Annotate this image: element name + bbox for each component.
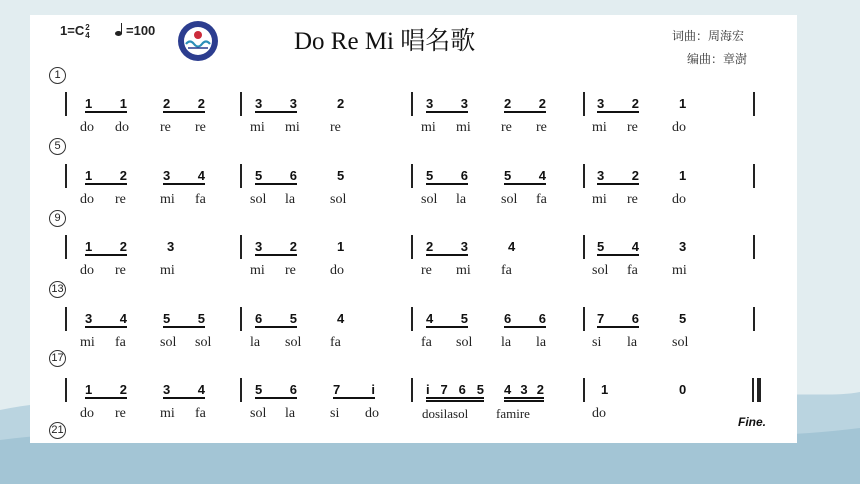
jianpu-note: 6 (460, 168, 468, 183)
note-group (504, 164, 546, 190)
solfege-syllable: la (285, 192, 296, 207)
jianpu-note: 5 (163, 311, 171, 326)
beam (597, 326, 639, 328)
jianpu-note: 4 (426, 311, 434, 326)
solfege-syllable: re (421, 263, 432, 278)
solfege-syllable: dosilasol (422, 406, 469, 421)
note-group (255, 235, 297, 261)
time-signature: 2 4 (85, 22, 90, 40)
key-signature: 1=C2 4 (60, 22, 90, 40)
barline (411, 235, 413, 259)
jianpu-note: 3 (255, 96, 263, 111)
score-row (30, 92, 797, 140)
barline (65, 235, 67, 259)
jianpu-note: 1 (85, 239, 93, 254)
note-group (504, 307, 546, 333)
beam (597, 254, 639, 256)
beam (85, 183, 127, 185)
beam (255, 254, 297, 256)
jianpu-note: 1 (119, 96, 127, 111)
barline (65, 307, 67, 331)
solfege-syllable: si (330, 406, 340, 421)
jianpu-note: 3 (520, 382, 528, 397)
beam (163, 111, 205, 113)
barline (65, 164, 67, 188)
solfege-syllable: mi (160, 263, 175, 278)
note-group (85, 92, 127, 118)
jianpu-note: 2 (163, 96, 171, 111)
solfege-syllable: si (592, 335, 602, 350)
jianpu-note: 1 (679, 96, 687, 111)
note-group (85, 307, 127, 333)
beam (333, 397, 375, 399)
beam (255, 326, 297, 328)
beam (504, 326, 546, 328)
note-group (597, 235, 639, 261)
solfege-syllable: do (672, 120, 686, 135)
note-group (163, 307, 205, 333)
solfege-syllable: re (501, 120, 512, 135)
jianpu-note: 3 (289, 96, 297, 111)
solfege-syllable: mi (250, 120, 265, 135)
solfege-syllable: fa (195, 192, 206, 207)
solfege-syllable: la (250, 335, 261, 350)
jianpu-note: 6 (289, 168, 297, 183)
jianpu-note: 2 (504, 96, 512, 111)
jianpu-note: 6 (631, 311, 639, 326)
barline (411, 164, 413, 188)
beam (504, 183, 546, 185)
jianpu-note: 5 (476, 382, 484, 397)
jianpu-note: 4 (197, 168, 205, 183)
note-group (426, 307, 468, 333)
jianpu-note: 5 (255, 382, 263, 397)
jianpu-note: 1 (337, 239, 345, 254)
solfege-syllable: re (195, 120, 206, 135)
beam (85, 326, 127, 328)
jianpu-note: 6 (255, 311, 263, 326)
note-group (426, 92, 468, 118)
note-group (163, 92, 205, 118)
jianpu-note: 5 (460, 311, 468, 326)
jianpu-note: 2 (119, 168, 127, 183)
measure-number: 13 (49, 281, 66, 298)
barline (583, 92, 585, 116)
jianpu-note: 5 (679, 311, 687, 326)
barline (411, 92, 413, 116)
solfege-syllable: fa (115, 335, 126, 350)
solfege-syllable: re (330, 120, 341, 135)
note-group (597, 164, 639, 190)
jianpu-note: 1 (85, 382, 93, 397)
jianpu-note: 4 (337, 311, 345, 326)
jianpu-note: 5 (426, 168, 434, 183)
jianpu-note: 4 (538, 168, 546, 183)
beam (426, 254, 468, 256)
solfege-syllable: re (115, 406, 126, 421)
solfege-syllable: sol (501, 192, 518, 207)
beam (255, 111, 297, 113)
beam (163, 183, 205, 185)
score-row (30, 378, 797, 426)
solfege-syllable: fa (421, 335, 432, 350)
jianpu-note: 4 (197, 382, 205, 397)
note-group (504, 92, 546, 118)
solfege-syllable: la (456, 192, 467, 207)
final-barline (757, 378, 761, 402)
tempo-marking: =100 (115, 23, 155, 38)
jianpu-note: 3 (460, 239, 468, 254)
jianpu-note: 3 (597, 168, 605, 183)
beam (426, 111, 468, 113)
jianpu-note: 2 (631, 96, 639, 111)
solfege-syllable: do (80, 406, 94, 421)
arranger-credit: 编曲：章澍 (687, 52, 748, 66)
beam (504, 400, 544, 402)
note-group (504, 378, 544, 404)
beam (504, 397, 544, 399)
jianpu-note: 2 (119, 239, 127, 254)
solfege-syllable: do (365, 406, 379, 421)
measure-number: 9 (49, 210, 66, 227)
solfege-syllable: sol (285, 335, 302, 350)
score-row (30, 307, 797, 355)
beam (504, 111, 546, 113)
solfege-syllable: sol (330, 192, 347, 207)
solfege-syllable: sol (592, 263, 609, 278)
solfege-syllable: re (115, 192, 126, 207)
jianpu-note: 6 (504, 311, 512, 326)
note-group (85, 164, 127, 190)
jianpu-note: 2 (538, 96, 546, 111)
jianpu-note: 3 (426, 96, 434, 111)
barline (583, 378, 585, 402)
beam (255, 397, 297, 399)
jianpu-note: 1 (85, 96, 93, 111)
note-group (255, 378, 297, 404)
jianpu-note: 3 (597, 96, 605, 111)
note-group (426, 164, 468, 190)
page-title: Do Re Mi 唱名歌 (294, 28, 476, 55)
beam (426, 400, 484, 402)
measure-number: 21 (49, 422, 66, 439)
barline (240, 235, 242, 259)
jianpu-note: i (371, 382, 375, 397)
score-row (30, 235, 797, 283)
jianpu-note: 2 (197, 96, 205, 111)
beam (426, 183, 468, 185)
jianpu-note: 4 (119, 311, 127, 326)
note-group (426, 235, 468, 261)
jianpu-note: 3 (163, 382, 171, 397)
solfege-syllable: sol (672, 335, 689, 350)
fine-mark: Fine. (738, 415, 767, 429)
beam (255, 183, 297, 185)
solfege-syllable: mi (421, 120, 436, 135)
solfege-syllable: do (330, 263, 344, 278)
barline (411, 307, 413, 331)
beam (85, 254, 127, 256)
solfege-syllable: fa (501, 263, 512, 278)
solfege-syllable: famire (496, 406, 530, 421)
barline (240, 378, 242, 402)
jianpu-note: 6 (289, 382, 297, 397)
solfege-syllable: do (80, 120, 94, 135)
solfege-syllable: sol (250, 192, 267, 207)
solfege-syllable: sol (456, 335, 473, 350)
note-group (255, 92, 297, 118)
barline (753, 92, 755, 116)
note-group (163, 378, 205, 404)
score-sheet (30, 15, 797, 443)
solfege-syllable: la (285, 406, 296, 421)
solfege-syllable: re (160, 120, 171, 135)
solfege-syllable: mi (456, 263, 471, 278)
beam (426, 397, 484, 399)
solfege-syllable: la (536, 335, 547, 350)
solfege-syllable: sol (160, 335, 177, 350)
note-group (426, 378, 484, 404)
solfege-syllable: sol (421, 192, 438, 207)
jianpu-note: 5 (504, 168, 512, 183)
jianpu-note: 3 (255, 239, 263, 254)
note-group (255, 307, 297, 333)
solfege-syllable: mi (80, 335, 95, 350)
measure-number: 1 (49, 67, 66, 84)
jianpu-note: 5 (597, 239, 605, 254)
quarter-note-icon (115, 31, 122, 36)
barline (753, 307, 755, 331)
solfege-syllable: fa (330, 335, 341, 350)
jianpu-note: 2 (426, 239, 434, 254)
barline (240, 92, 242, 116)
note-group (85, 378, 127, 404)
solfege-syllable: re (536, 120, 547, 135)
note-group (255, 164, 297, 190)
solfege-syllable: re (115, 263, 126, 278)
solfege-syllable: re (627, 120, 638, 135)
barline (240, 307, 242, 331)
jianpu-note: 1 (85, 168, 93, 183)
beam (85, 111, 127, 113)
solfege-syllable: mi (250, 263, 265, 278)
solfege-syllable: fa (195, 406, 206, 421)
jianpu-note: 5 (337, 168, 345, 183)
barline (583, 235, 585, 259)
jianpu-note: 3 (85, 311, 93, 326)
jianpu-note: 4 (631, 239, 639, 254)
beam (426, 326, 468, 328)
barline (65, 92, 67, 116)
beam (85, 397, 127, 399)
school-logo-icon (177, 20, 219, 62)
solfege-syllable: do (592, 406, 606, 421)
solfege-syllable: mi (592, 192, 607, 207)
jianpu-note: 1 (679, 168, 687, 183)
jianpu-note: 2 (119, 382, 127, 397)
solfege-syllable: do (115, 120, 129, 135)
solfege-syllable: mi (592, 120, 607, 135)
solfege-syllable: re (285, 263, 296, 278)
score-row (30, 164, 797, 212)
jianpu-note: 2 (631, 168, 639, 183)
note-group (163, 164, 205, 190)
jianpu-note: 5 (197, 311, 205, 326)
solfege-syllable: mi (672, 263, 687, 278)
solfege-syllable: mi (456, 120, 471, 135)
jianpu-note: 3 (163, 168, 171, 183)
solfege-syllable: re (627, 192, 638, 207)
lyricist-credit: 词曲：周海宏 (672, 29, 745, 43)
jianpu-note: 5 (255, 168, 263, 183)
note-group (333, 378, 375, 404)
jianpu-note: 3 (460, 96, 468, 111)
solfege-syllable: mi (160, 192, 175, 207)
barline (753, 235, 755, 259)
beam (163, 326, 205, 328)
jianpu-note: 4 (504, 382, 512, 397)
solfege-syllable: sol (195, 335, 212, 350)
final-barline (752, 378, 754, 402)
beam (163, 397, 205, 399)
barline (240, 164, 242, 188)
barline (411, 378, 413, 402)
solfege-syllable: do (672, 192, 686, 207)
solfege-syllable: do (80, 263, 94, 278)
measure-number: 17 (49, 350, 66, 367)
note-group (597, 307, 639, 333)
note-group (597, 92, 639, 118)
barline (65, 378, 67, 402)
jianpu-note: 3 (167, 239, 175, 254)
solfege-syllable: mi (285, 120, 300, 135)
jianpu-note: 4 (508, 239, 516, 254)
solfege-syllable: fa (627, 263, 638, 278)
solfege-syllable: mi (160, 406, 175, 421)
jianpu-note: 7 (333, 382, 341, 397)
barline (753, 164, 755, 188)
jianpu-note: 2 (337, 96, 345, 111)
solfege-syllable: fa (536, 192, 547, 207)
jianpu-note: 1 (601, 382, 609, 397)
solfege-syllable: la (627, 335, 638, 350)
jianpu-note: 7 (440, 382, 448, 397)
jianpu-note: 6 (538, 311, 546, 326)
solfege-syllable: la (501, 335, 512, 350)
note-group (85, 235, 127, 261)
jianpu-note: 6 (458, 382, 466, 397)
jianpu-note: 2 (536, 382, 544, 397)
solfege-syllable: do (80, 192, 94, 207)
jianpu-note: 7 (597, 311, 605, 326)
barline (583, 164, 585, 188)
beam (597, 183, 639, 185)
barline (583, 307, 585, 331)
jianpu-note: i (426, 382, 430, 397)
jianpu-note: 5 (289, 311, 297, 326)
beam (597, 111, 639, 113)
jianpu-note: 0 (679, 382, 687, 397)
jianpu-note: 2 (289, 239, 297, 254)
measure-number: 5 (49, 138, 66, 155)
jianpu-note: 3 (679, 239, 687, 254)
solfege-syllable: sol (250, 406, 267, 421)
